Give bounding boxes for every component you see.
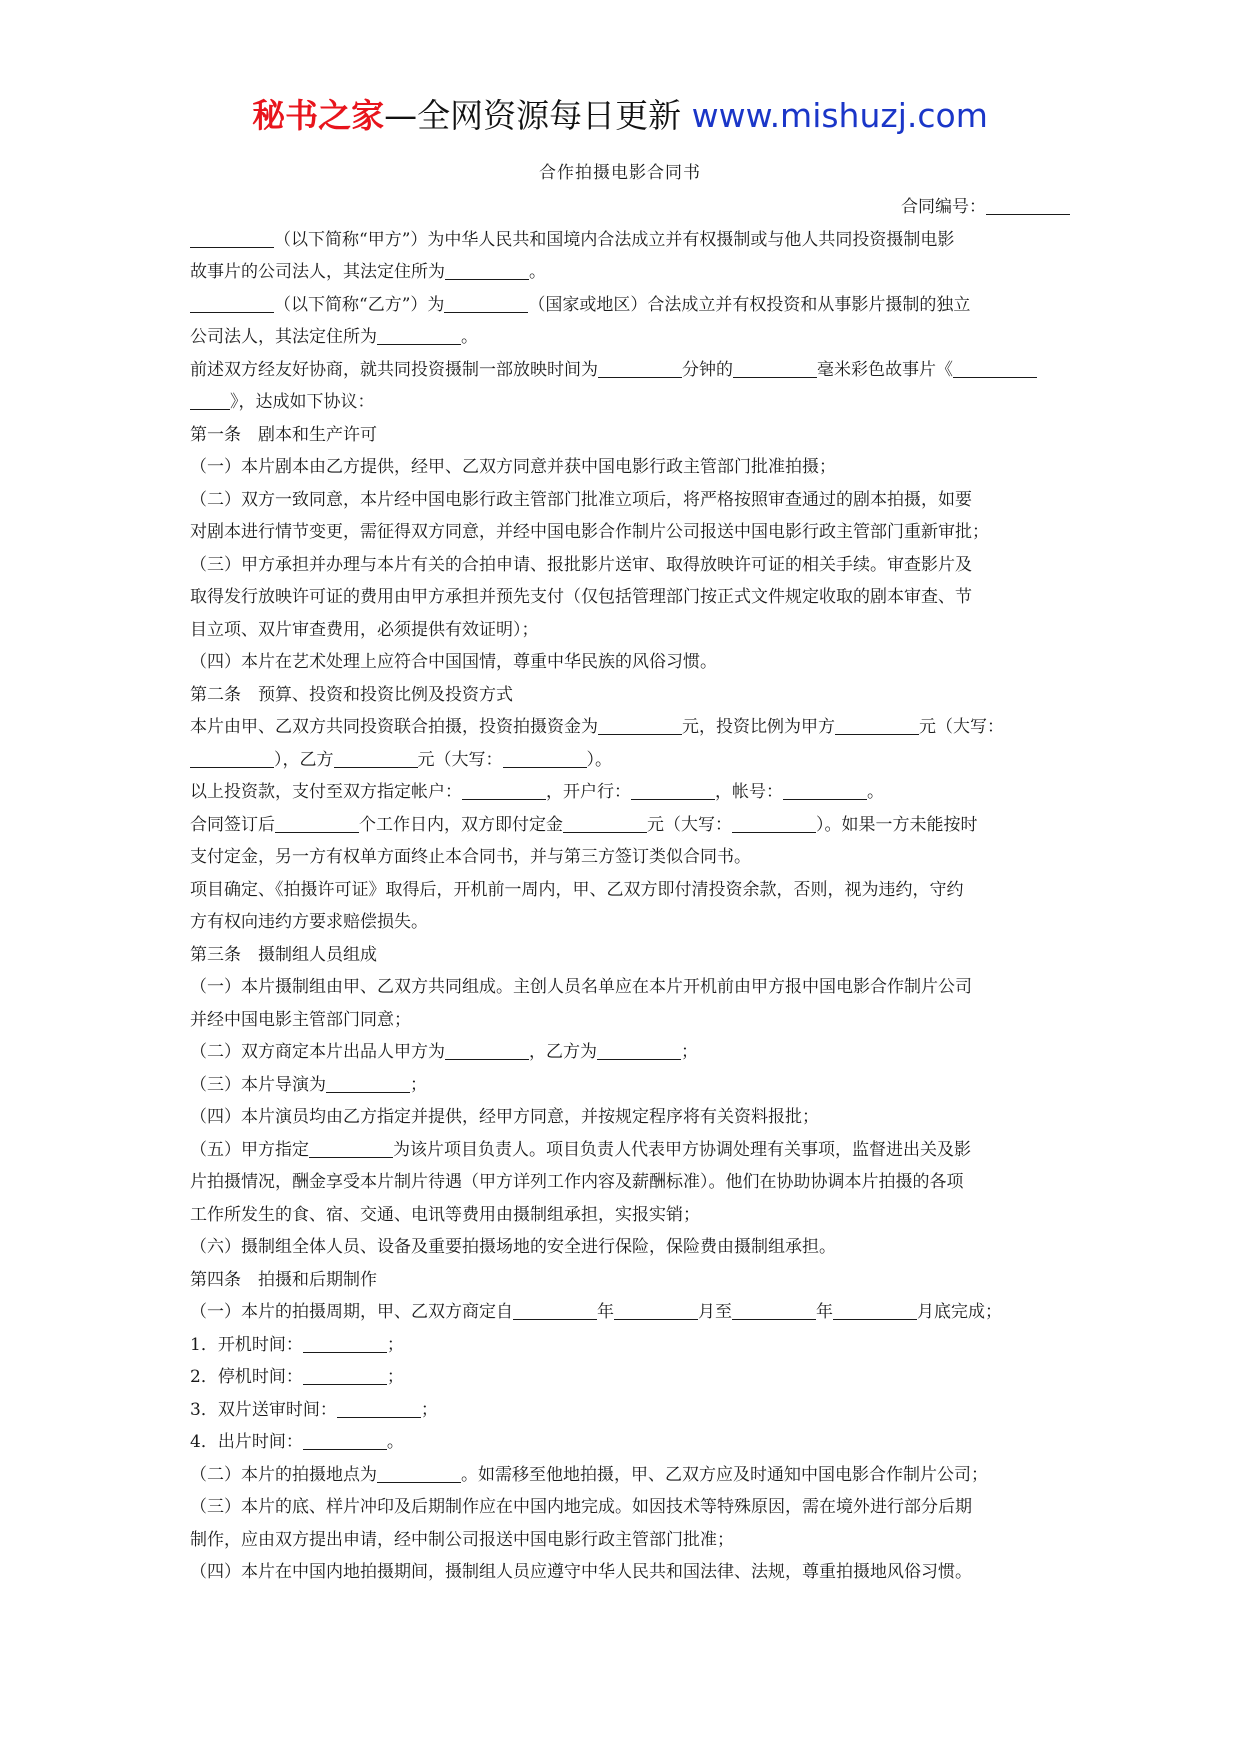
fill-in-blank[interactable] bbox=[563, 813, 647, 833]
line-text: （三）甲方承担并办理与本片有关的合拍申请、报批影片送审、取得放映许可证的相关手续。审查影片及 bbox=[190, 554, 972, 575]
line-text: （以下简称“乙方”）为 bbox=[274, 294, 445, 315]
fill-in-blank[interactable] bbox=[190, 748, 274, 768]
fill-in-blank[interactable] bbox=[377, 325, 461, 345]
text-line bbox=[190, 841, 1070, 874]
line-text: 以上投资款，支付至双方指定帐户： bbox=[190, 782, 462, 802]
line-text: 年 bbox=[816, 1302, 833, 1322]
fill-in-blank[interactable] bbox=[377, 1463, 461, 1483]
line-text: 元（大写： bbox=[647, 814, 732, 835]
line-text: 。 bbox=[529, 262, 546, 282]
line-text: 合同签订后 bbox=[190, 814, 275, 835]
line-text: ； bbox=[681, 1042, 698, 1062]
text-line bbox=[190, 1361, 1070, 1394]
text-line bbox=[190, 614, 1070, 647]
site-banner bbox=[0, 96, 1240, 136]
text-line bbox=[190, 971, 1070, 1004]
fill-in-blank[interactable] bbox=[835, 715, 919, 735]
text-line bbox=[190, 646, 1070, 679]
line-text: ； bbox=[420, 1399, 438, 1420]
text-line bbox=[190, 549, 1070, 582]
text-line bbox=[190, 1459, 1070, 1492]
line-text: 月底完成； bbox=[917, 1302, 1002, 1322]
line-text: （四）本片在艺术处理上应符合中国国情，尊重中华民族的风俗习惯。 bbox=[190, 652, 717, 672]
banner-brand: 秘书之家 bbox=[252, 96, 385, 135]
line-text: 3．双片送审时间： bbox=[190, 1399, 337, 1420]
line-text: ）。 bbox=[586, 749, 612, 770]
text-line bbox=[190, 581, 1070, 614]
contract-number-line bbox=[190, 191, 1070, 224]
text-line bbox=[190, 1264, 1070, 1297]
text-line bbox=[190, 1166, 1070, 1199]
line-text: 毫米彩色故事片《 bbox=[817, 359, 953, 380]
text-line bbox=[190, 289, 1070, 322]
text-line bbox=[190, 1231, 1070, 1264]
line-text: 第一条 剧本和生产许可 bbox=[190, 424, 377, 445]
fill-in-blank[interactable] bbox=[614, 1300, 698, 1320]
line-text: 制作，应由双方提出申请，经中制公司报送中国电影行政主管部门批准； bbox=[190, 1529, 734, 1550]
line-text: 》，达成如下协议： bbox=[230, 392, 375, 412]
text-line bbox=[190, 1199, 1070, 1232]
line-text: 项目确定、《拍摄许可证》取得后，开机前一周内，甲、乙双方即付清投资余款，否则，视为违约，守约 bbox=[190, 879, 964, 900]
contract-body bbox=[190, 191, 1070, 1589]
text-line bbox=[190, 516, 1070, 549]
line-text: 。如需移至他地拍摄，甲、乙双方应及时通知中国电影合作制片公司； bbox=[461, 1464, 988, 1485]
line-text: （国家或地区）合法成立并有权投资和从事影片摄制的独立 bbox=[528, 294, 971, 315]
text-line bbox=[190, 711, 1070, 744]
fill-in-blank[interactable] bbox=[732, 813, 816, 833]
text-line bbox=[190, 224, 1070, 257]
line-text: 2．停机时间： bbox=[190, 1367, 303, 1387]
text-line bbox=[190, 1004, 1070, 1037]
text-line bbox=[190, 256, 1070, 289]
fill-in-blank[interactable] bbox=[783, 780, 867, 800]
line-text: 目立项、双片审查费用，必须提供有效证明）； bbox=[190, 619, 539, 640]
line-text: ； bbox=[386, 1334, 404, 1355]
fill-in-blank[interactable] bbox=[334, 748, 418, 768]
line-text: ； bbox=[386, 1367, 404, 1387]
fill-in-blank[interactable] bbox=[337, 1398, 421, 1418]
text-line bbox=[190, 874, 1070, 907]
line-text: 对剧本进行情节变更，需征得双方同意，并经中国电影合作制片公司报送中国电影行政主管部门重新审批； bbox=[190, 522, 989, 542]
line-text: 第三条 摄制组人员组成 bbox=[190, 944, 377, 965]
fill-in-blank[interactable] bbox=[444, 293, 528, 313]
fill-in-blank[interactable] bbox=[445, 260, 529, 280]
text-line bbox=[190, 1101, 1070, 1134]
fill-in-blank[interactable] bbox=[275, 813, 359, 833]
line-text: （以下简称“甲方”）为中华人民共和国境内合法成立并有权摄制或与他人共同投资摄制电影 bbox=[274, 229, 955, 250]
line-text: 故事片的公司法人，其法定住所为 bbox=[190, 262, 445, 282]
line-text: （四）本片演员均由乙方指定并提供，经甲方同意，并按规定程序将有关资料报批； bbox=[190, 1107, 819, 1127]
fill-in-blank[interactable] bbox=[190, 228, 274, 248]
fill-in-blank[interactable] bbox=[953, 358, 1037, 378]
line-text: 第二条 预算、投资和投资比例及投资方式 bbox=[190, 684, 513, 705]
text-line bbox=[190, 906, 1070, 939]
fill-in-blank[interactable] bbox=[733, 358, 817, 378]
contract-number-label: 合同编号： bbox=[901, 197, 986, 217]
banner-url[interactable]: www.mishuzj.com bbox=[691, 96, 988, 135]
line-text: ； bbox=[410, 1074, 427, 1095]
fill-in-blank[interactable] bbox=[513, 1300, 597, 1320]
line-text: ，帐号： bbox=[715, 782, 783, 802]
fill-in-blank[interactable] bbox=[190, 390, 230, 410]
text-line bbox=[190, 354, 1070, 387]
text-line bbox=[190, 744, 1070, 777]
line-text: 元（大写： bbox=[919, 717, 1004, 737]
text-line bbox=[190, 1394, 1070, 1427]
fill-in-blank[interactable] bbox=[462, 780, 546, 800]
fill-in-blank[interactable] bbox=[326, 1073, 410, 1093]
line-text: 方有权向违约方要求赔偿损失。 bbox=[190, 912, 428, 932]
fill-in-blank[interactable] bbox=[445, 1040, 529, 1060]
line-text: 4．出片时间： bbox=[190, 1432, 303, 1452]
text-line bbox=[190, 939, 1070, 972]
text-line bbox=[190, 1426, 1070, 1459]
fill-in-blank[interactable] bbox=[631, 780, 715, 800]
line-text: （二）本片的拍摄地点为 bbox=[190, 1464, 377, 1485]
line-text: 分钟的 bbox=[682, 359, 733, 380]
line-text: （五）甲方指定 bbox=[190, 1139, 309, 1160]
line-text: 本片由甲、乙双方共同投资联合拍摄，投资拍摄资金为 bbox=[190, 717, 598, 737]
fill-in-blank[interactable] bbox=[598, 715, 682, 735]
line-text: 并经中国电影主管部门同意； bbox=[190, 1009, 411, 1030]
text-line bbox=[190, 1296, 1070, 1329]
line-text: 取得发行放映许可证的费用由甲方承担并预先支付（仅包括管理部门按正式文件规定收取的剧本审查、节 bbox=[190, 587, 972, 607]
fill-in-blank[interactable] bbox=[598, 358, 682, 378]
text-line bbox=[190, 419, 1070, 452]
text-line bbox=[190, 1329, 1070, 1362]
line-text: （二）双方商定本片出品人甲方为 bbox=[190, 1042, 445, 1062]
line-text: （一）本片剧本由乙方提供，经甲、乙双方同意并获中国电影行政主管部门批准拍摄； bbox=[190, 457, 836, 477]
fill-in-blank[interactable] bbox=[303, 1333, 387, 1353]
text-line bbox=[190, 809, 1070, 842]
fill-in-blank[interactable] bbox=[503, 748, 587, 768]
line-text: （三）本片导演为 bbox=[190, 1074, 326, 1095]
line-text: 月至 bbox=[698, 1302, 732, 1322]
line-text: ，乙方为 bbox=[529, 1042, 597, 1062]
line-text: （一）本片摄制组由甲、乙双方共同组成。主创人员名单应在本片开机前由甲方报中国电影合作制片公司 bbox=[190, 977, 972, 997]
text-line bbox=[190, 1491, 1070, 1524]
line-text: （二）双方一致同意，本片经中国电影行政主管部门批准立项后，将严格按照审查通过的剧本拍摄，如要 bbox=[190, 489, 972, 510]
line-text: 第四条 拍摄和后期制作 bbox=[190, 1269, 377, 1290]
line-text: 元（大写： bbox=[417, 749, 503, 770]
text-line bbox=[190, 1036, 1070, 1069]
line-text: 片拍摄情况，酬金享受本片制片待遇（甲方详列工作内容及薪酬标准）。他们在协助协调本片拍摄的各项 bbox=[190, 1172, 964, 1192]
line-text: 元，投资比例为甲方 bbox=[682, 717, 835, 737]
line-text: 公司法人，其法定住所为 bbox=[190, 327, 377, 347]
line-text: （四）本片在中国内地拍摄期间，摄制组人员应遵守中华人民共和国法律、法规，尊重拍摄地风俗习惯。 bbox=[190, 1562, 972, 1582]
line-text: 前述双方经友好协商，就共同投资摄制一部放映时间为 bbox=[190, 359, 598, 380]
line-text: 。 bbox=[461, 327, 478, 347]
text-line bbox=[190, 1134, 1070, 1167]
text-line bbox=[190, 1556, 1070, 1589]
text-line bbox=[190, 1524, 1070, 1557]
fill-in-blank[interactable] bbox=[833, 1300, 917, 1320]
line-text: ）。如果一方未能按时 bbox=[816, 814, 978, 835]
line-text: （三）本片的底、样片冲印及后期制作应在中国内地完成。如因技术等特殊原因，需在境外进行部分后期 bbox=[190, 1497, 972, 1517]
text-line bbox=[190, 484, 1070, 517]
line-text: 个工作日内，双方即付定金 bbox=[359, 814, 563, 835]
text-line bbox=[190, 321, 1070, 354]
document-title: 合作拍摄电影合同书 bbox=[539, 163, 701, 183]
text-line bbox=[190, 1069, 1070, 1102]
line-text: 。 bbox=[867, 782, 884, 802]
line-text: ），乙方 bbox=[274, 749, 334, 770]
text-line bbox=[190, 386, 1070, 419]
line-text: ，开户行： bbox=[546, 782, 631, 802]
text-line bbox=[190, 776, 1070, 809]
contract-number-blank[interactable] bbox=[986, 195, 1070, 215]
fill-in-blank[interactable] bbox=[732, 1300, 816, 1320]
fill-in-blank[interactable] bbox=[597, 1040, 681, 1060]
fill-in-blank[interactable] bbox=[309, 1138, 393, 1158]
text-line bbox=[190, 679, 1070, 712]
line-text: （六）摄制组全体人员、设备及重要拍摄场地的安全进行保险，保险费由摄制组承担。 bbox=[190, 1237, 836, 1257]
line-text: 年 bbox=[597, 1302, 614, 1322]
line-text: （一）本片的拍摄周期，甲、乙双方商定自 bbox=[190, 1302, 513, 1322]
line-text: 工作所发生的食、宿、交通、电讯等费用由摄制组承担，实报实销； bbox=[190, 1204, 700, 1225]
fill-in-blank[interactable] bbox=[303, 1365, 387, 1385]
line-text: 。 bbox=[386, 1432, 404, 1452]
text-line bbox=[190, 451, 1070, 484]
line-text: 支付定金，另一方有权单方面终止本合同书，并与第三方签订类似合同书。 bbox=[190, 847, 751, 867]
banner-slogan: —全网资源每日更新 bbox=[384, 96, 682, 135]
line-text: 1．开机时间： bbox=[190, 1334, 303, 1355]
line-text: 为该片项目负责人。项目负责人代表甲方协调处理有关事项，监督进出关及影 bbox=[393, 1139, 971, 1160]
fill-in-blank[interactable] bbox=[303, 1430, 387, 1450]
fill-in-blank[interactable] bbox=[190, 293, 274, 313]
